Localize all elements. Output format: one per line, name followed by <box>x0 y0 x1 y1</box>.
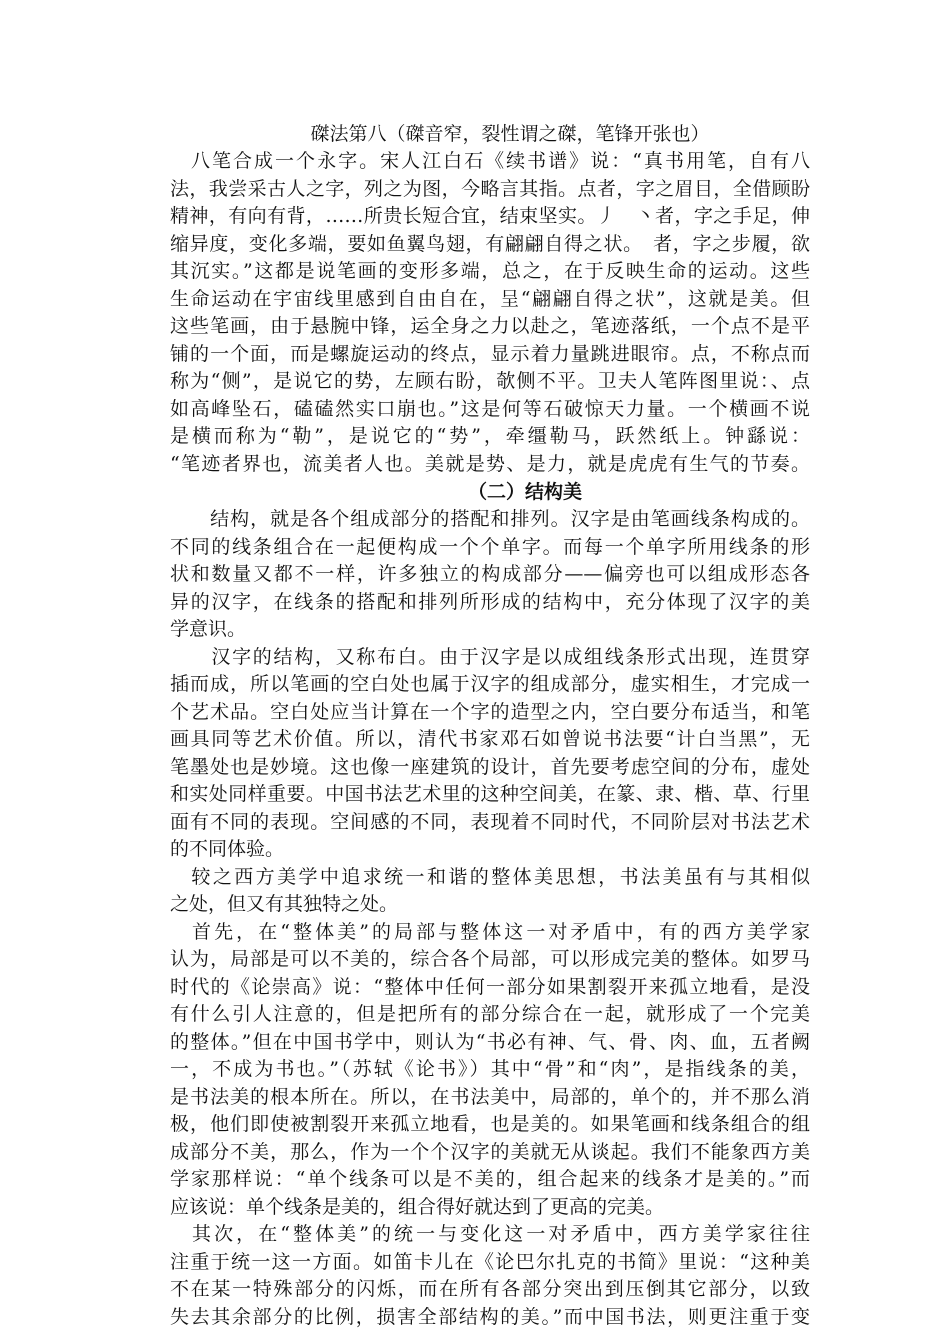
text-line: 其沉实。”这都是说笔画的变形多端，总之，在于反映生命的运动。这些 <box>170 260 810 282</box>
text-line: 首先，在“整体美”的局部与整体这一对矛盾中，有的西方美学家 <box>170 920 810 943</box>
text-column <box>170 120 810 1331</box>
text-line: 学意识。 <box>170 618 247 640</box>
text-line: 学家那样说：“单个线条可以是不美的，组合起来的线条才是美的。”而 <box>170 1168 810 1190</box>
text-line: 的不同体验。 <box>170 838 285 860</box>
text-line: 其次，在“整体美”的统一与变化这一对矛盾中，西方美学家往往 <box>170 1223 810 1245</box>
text-line: 笔墨处也是妙境。这也像一座建筑的设计，首先要考虑空间的分布，虚处 <box>170 755 810 778</box>
subsection-heading: （二）结构美 <box>467 481 582 503</box>
text-line: 精神，有向有背，……所贵长短合宜，结束坚实。丿 丶者，字之手足，伸 <box>170 205 810 227</box>
text-line: 成部分不美，那么，作为一个个汉字的美就无从谈起。我们不能象西方美 <box>170 1140 810 1163</box>
text-line: 注重于统一这一方面。如笛卡儿在《论巴尔扎克的书简》里说：“这种美 <box>170 1250 810 1273</box>
text-line: 是横而称为“勒”，是说它的“势”，牵缰勒马，跃然纸上。钟繇说： <box>170 425 810 447</box>
text-line: 不同的线条组合在一起便构成一个个单字。而每一个单字所用线条的形 <box>170 535 810 558</box>
text-line: 画具同等艺术价值。所以，清代书家邓石如曾说书法要“计白当黑”，无 <box>170 728 810 750</box>
text-line: 铺的一个面，而是螺旋运动的终点，显示着力量跳进眼帘。点，不称点而 <box>170 342 810 365</box>
text-line: 有什么引人注意的，但是把所有的部分综合在一起，就形成了一个完美 <box>170 1003 810 1025</box>
paragraph-1 <box>170 148 810 478</box>
text-line: 法，我尝采古人之字，列之为图，今略言其指。点者，字之眉目，全借顾盼 <box>170 177 810 200</box>
section-heading: 磔法第八（磔音窄，裂性谓之磔，笔锋开张也） <box>310 123 710 145</box>
text-line: 异的汉字，在线条的搭配和排列所形成的结构中，充分体现了汉字的美 <box>170 590 810 613</box>
paragraph-2 <box>170 506 810 644</box>
text-line: 如高峰坠石，磕磕然实口崩也。”这是何等石破惊天力量。一个横画不说 <box>170 397 810 420</box>
text-line: 时代的《论崇高》说：“整体中任何一部分如果割裂开来孤立地看，是没 <box>170 975 810 998</box>
text-line: 应该说：单个线条是美的，组合得好就达到了更高的完美。 <box>170 1195 665 1218</box>
paragraph-3 <box>170 644 810 864</box>
text-line: “笔迹者界也，流美者人也。美就是势、是力，就是虎虎有生气的节奏。 <box>170 452 810 475</box>
paragraph-6 <box>170 1221 810 1331</box>
text-line: 称为“侧”，是说它的势，左顾右盼，欹侧不平。卫夫人笔阵图里说：、点 <box>170 370 810 392</box>
paragraph-5 <box>170 919 810 1222</box>
text-line: 结构，就是各个组成部分的搭配和排列。汉字是由笔画线条构成的。 <box>170 508 810 530</box>
text-line: 这些笔画，由于悬腕中锋，运全身之力以赴之，笔迹落纸，一个点不是平 <box>170 315 810 337</box>
text-line: 的整体。”但在中国书学中，则认为“书必有神、气、骨、肉、血，五者阙 <box>170 1030 810 1053</box>
text-line: 插而成，所以笔画的空白处也属于汉字的组成部分，虚实相生，才完成一 <box>170 673 810 695</box>
text-line: 较之西方美学中追求统一和谐的整体美思想，书法美虽有与其相似 <box>170 865 810 888</box>
text-line: 状和数量又都不一样，许多独立的构成部分——偏旁也可以组成形态各 <box>170 563 810 585</box>
text-line: 是书法美的根本所在。所以，在书法美中，局部的，单个的，并不那么消 <box>170 1085 810 1108</box>
text-line: 不在某一特殊部分的闪烁，而在所有各部分突出到压倒其它部分，以致 <box>170 1278 810 1300</box>
text-line: 之处，但又有其独特之处。 <box>170 893 399 915</box>
text-line: 和实处同样重要。中国书法艺术里的这种空间美，在篆、隶、楷、草、行里 <box>170 783 810 805</box>
text-line: 失去其余部分的比例，损害全部结构的美。”而中国书法，则更注重于变 <box>170 1305 810 1328</box>
paragraph-4 <box>170 864 810 919</box>
text-line: 汉字的结构，又称布白。由于汉字是以成组线条形式出现，连贯穿 <box>170 645 810 668</box>
text-line: 八笔合成一个永字。宋人江白石《续书谱》说：“真书用笔，自有八 <box>170 150 810 172</box>
text-line: 认为，局部是可以不美的，综合各个局部，可以形成完美的整体。如罗马 <box>170 948 810 970</box>
text-line: 一，不成为书也。”（苏轼《论书》）其中“骨”和“肉”，是指线条的美， <box>170 1058 810 1080</box>
text-line: 面有不同的表现。空间感的不同，表现着不同时代，不同阶层对书法艺术 <box>170 810 810 833</box>
text-line: 生命运动在宇宙线里感到自由自在，呈“翩翩自得之状”，这就是美。但 <box>170 287 810 310</box>
text-line: 极，他们即使被割裂开来孤立地看，也是美的。如果笔画和线条组合的组 <box>170 1113 810 1135</box>
text-line: 个艺术品。空白处应当计算在一个字的造型之内，空白要分布适当，和笔 <box>170 700 810 723</box>
text-line: 缩异度，变化多端，要如鱼翼鸟翅，有翩翩自得之状。 者，字之步履，欲 <box>170 232 810 255</box>
